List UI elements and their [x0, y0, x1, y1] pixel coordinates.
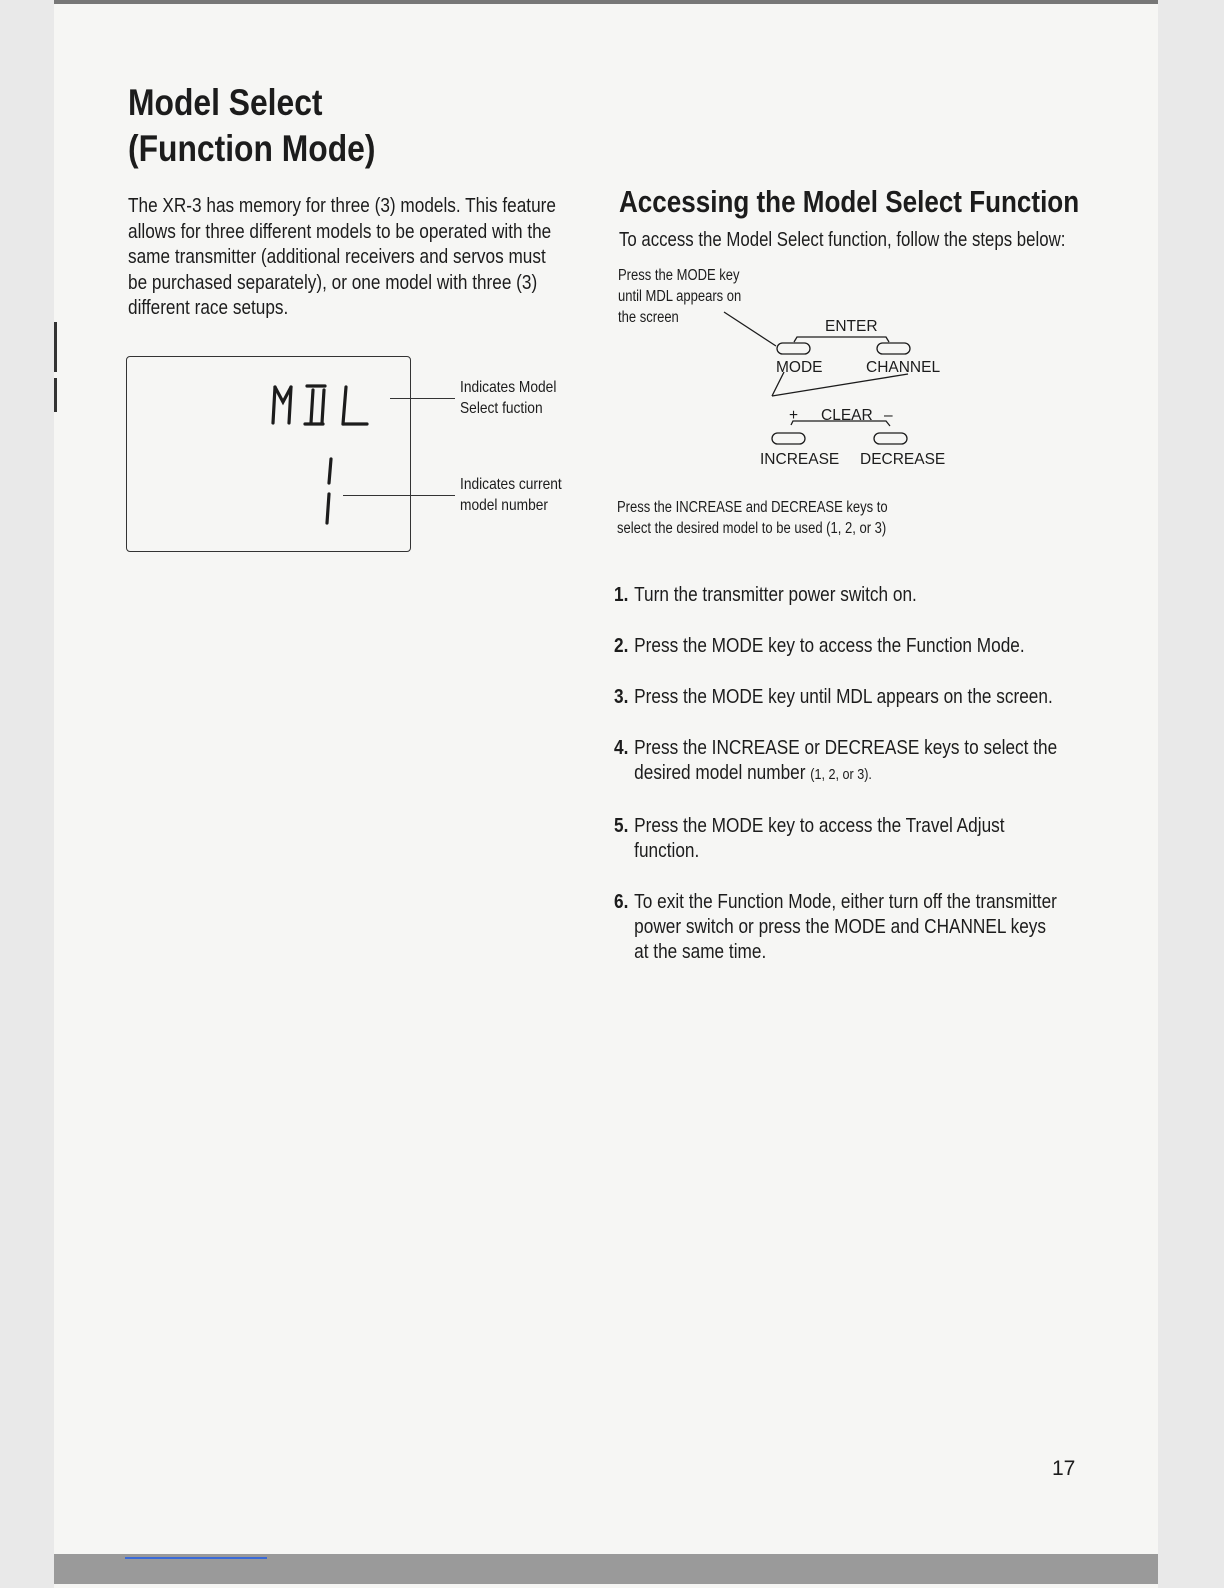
step-number: 1.	[614, 583, 629, 606]
diagram-note-line: Press the MODE key	[618, 267, 740, 284]
step-number: 2.	[614, 634, 629, 657]
diagram-note-line: the screen	[618, 309, 679, 326]
increase-key-shape	[772, 433, 805, 444]
decrease-key-shape	[874, 433, 907, 444]
diagram-note-line: until MDL appears on	[618, 288, 742, 305]
intro-paragraph: The XR-3 has memory for three (3) models. This feature allows for three different models to be operated with the same transmitter (additional receivers and servos must be purchased separately), or one model with three (3) different race setups.	[128, 195, 556, 319]
scan-blue-line	[125, 1557, 267, 1559]
diagram-note-line: Press the INCREASE and DECREASE keys to	[617, 499, 888, 516]
step-number: 4.	[614, 736, 629, 759]
diagram-note-line: select the desired model to be used (1, 2, or 3)	[617, 520, 887, 537]
section-intro: To access the Model Select function, follow the steps below:	[619, 229, 1066, 251]
transmitter-key-diagram	[616, 300, 946, 480]
step-number: 3.	[614, 685, 629, 708]
enter-bracket	[794, 337, 889, 342]
step-text: Press the MODE key until MDL appears on the screen.	[634, 685, 1053, 708]
key-label-channel[interactable]: CHANNEL	[866, 359, 941, 376]
step-text: Press the INCREASE or DECREASE keys to select the desired model number	[634, 736, 1058, 784]
pointer-line	[724, 312, 776, 346]
step-text: Turn the transmitter power switch on.	[634, 583, 917, 606]
scan-left-mark	[54, 322, 57, 372]
step-text: To exit the Function Mode, either turn off the transmitter power switch or press the MODE and CHANNEL keys at the same time.	[634, 890, 1057, 963]
mode-key-shape	[777, 343, 810, 354]
callout-leader-line	[343, 495, 455, 496]
step-item	[614, 633, 1059, 658]
step-item	[614, 582, 1059, 607]
callout-leader-line	[390, 398, 455, 399]
callout-line: Indicates Model	[460, 379, 557, 396]
key-label-mode[interactable]: MODE	[776, 359, 823, 376]
step-text-small: (1, 2, or 3).	[810, 766, 872, 783]
key-label-increase[interactable]: INCREASE	[760, 451, 840, 468]
page-title-line: (Function Mode)	[128, 128, 376, 169]
step-text: Press the MODE key to access the Travel Adjust function.	[634, 814, 1005, 862]
page-number: 17	[1052, 1457, 1076, 1480]
lcd-display	[126, 356, 411, 552]
step-number: 6.	[614, 890, 629, 913]
key-label-clear: CLEAR	[821, 407, 873, 424]
step-item	[614, 684, 1059, 709]
key-label-enter: ENTER	[825, 318, 878, 335]
pointer-line	[772, 374, 908, 396]
callout-line: Indicates current	[460, 476, 562, 493]
callout-line: Select fuction	[460, 400, 543, 417]
step-item	[614, 813, 1059, 863]
step-number: 5.	[614, 814, 629, 837]
step-item	[614, 735, 1059, 787]
key-label-plus: +	[789, 407, 799, 424]
steps-list	[614, 582, 1059, 990]
step-item	[614, 889, 1059, 964]
scan-left-mark	[54, 378, 57, 412]
diagram-note-increase-decrease	[617, 497, 888, 539]
channel-key-shape	[877, 343, 910, 354]
step-text: Press the MODE key to access the Function Mode.	[634, 634, 1025, 657]
callout-line: model number	[460, 497, 548, 514]
lcd-segment-display	[127, 357, 412, 553]
page-title	[128, 80, 375, 172]
key-label-minus: –	[884, 407, 893, 424]
callout-model-number	[460, 474, 562, 516]
key-label-decrease[interactable]: DECREASE	[860, 451, 946, 468]
page-title-line: Model Select	[128, 82, 323, 123]
callout-model-select	[460, 377, 556, 419]
section-heading: Accessing the Model Select Function	[619, 184, 1080, 219]
